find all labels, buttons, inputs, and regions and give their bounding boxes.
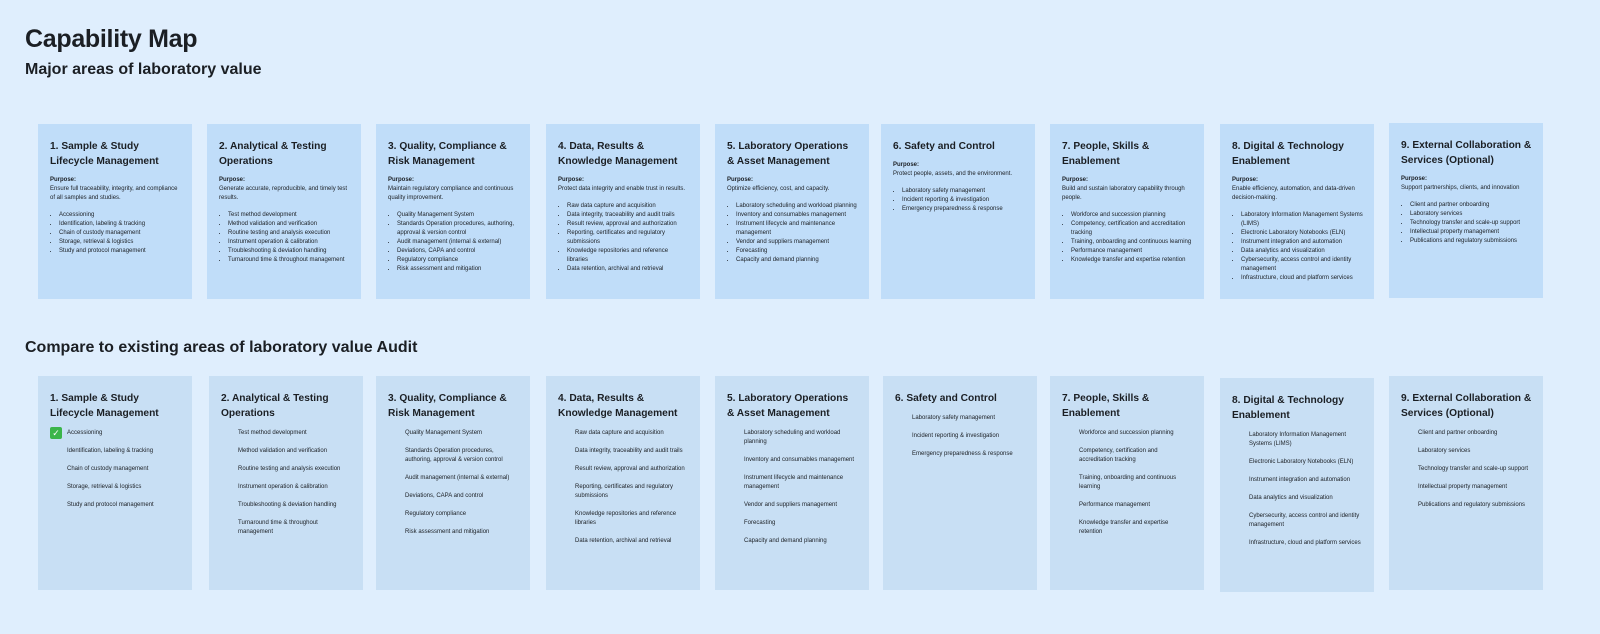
- audit-item-label: Cybersecurity, access control and identity management: [1249, 513, 1360, 528]
- list-item: • Performance management: [1071, 247, 1193, 256]
- audit-item: [558, 483, 689, 501]
- audit-list: [388, 429, 519, 537]
- card-title: 4. Data, Results & Knowledge Management: [558, 141, 678, 167]
- card-title: 9. External Collaboration & Services (Optional): [1401, 140, 1532, 166]
- capability-list: [219, 211, 350, 265]
- list-item: • Publications and regulatory submissions: [1410, 237, 1532, 246]
- audit-item-label: Test method development: [238, 430, 307, 436]
- audit-list: [895, 414, 1026, 459]
- card-title: 8. Digital & Technology Enablement: [1232, 141, 1344, 167]
- audit-item: [388, 492, 519, 501]
- audit-item: [50, 465, 181, 474]
- list-item: • Laboratory scheduling and workload planning: [736, 202, 858, 211]
- purpose-text: Ensure full traceability, integrity, and compliance of all samples and studies.: [50, 186, 178, 201]
- purpose-label: Purpose:: [893, 162, 920, 168]
- list-item: • Laboratory safety management: [902, 187, 1024, 196]
- purpose-text: Optimize efficiency, cost, and capacity.: [727, 186, 830, 192]
- list-item: • Risk assessment and mitigation: [397, 265, 519, 274]
- audit-item-label: Turnaround time & throughout management: [238, 520, 318, 535]
- capability-list: [1062, 211, 1193, 265]
- list-item: • Client and partner onboarding: [1410, 201, 1532, 210]
- audit-item-label: Troubleshooting & deviation handling: [238, 502, 337, 508]
- audit-item: [727, 474, 858, 492]
- audit-item-label: Data integrity, traceability and audit trails: [575, 448, 683, 454]
- list-item: • Forecasting: [736, 247, 858, 256]
- list-item: • Audit management (internal & external): [397, 238, 519, 247]
- audit-list: [1401, 429, 1532, 510]
- audit-item: [727, 456, 858, 465]
- capability-list: [1232, 211, 1363, 283]
- card-title: 5. Laboratory Operations & Asset Management: [727, 393, 849, 419]
- purpose-label: Purpose:: [219, 177, 246, 183]
- audit-item: [895, 414, 1026, 423]
- audit-item-label: Inventory and consumables management: [744, 457, 855, 463]
- audit-card: [376, 376, 530, 590]
- audit-item-label: Quality Management System: [405, 430, 483, 436]
- audit-card: [1389, 376, 1543, 590]
- audit-item: [727, 537, 858, 546]
- audit-item-label: Forecasting: [744, 520, 776, 526]
- list-item: • Laboratory Information Management Systems (LIMS): [1241, 211, 1363, 229]
- list-item: • Vendor and suppliers management: [736, 238, 858, 247]
- audit-item-label: Workforce and succession planning: [1079, 430, 1174, 436]
- audit-card: [546, 376, 700, 590]
- list-item: • Data integrity, traceability and audit trails: [567, 211, 689, 220]
- audit-list: [50, 429, 181, 510]
- audit-item: [558, 537, 689, 546]
- audit-item-label: Laboratory services: [1418, 448, 1471, 454]
- audit-item-label: Data retention, archival and retrieval: [575, 538, 672, 544]
- audit-card: [715, 376, 869, 590]
- audit-item: [50, 429, 181, 438]
- audit-item: [558, 447, 689, 456]
- purpose-text: Generate accurate, reproducible, and timely test results.: [219, 186, 348, 201]
- purpose-label: Purpose:: [50, 177, 77, 183]
- capability-card: [1220, 124, 1374, 299]
- capability-card: [715, 124, 869, 299]
- purpose-text: Enable efficiency, automation, and data-driven decision-making.: [1232, 186, 1355, 201]
- purpose-label: Purpose:: [1401, 176, 1428, 182]
- list-item: • Identification, labeling & tracking: [59, 220, 181, 229]
- list-item: • Training, onboarding and continuous learning: [1071, 238, 1193, 247]
- audit-item-label: Result review, approval and authorization: [575, 466, 685, 472]
- audit-item: [1062, 474, 1193, 492]
- audit-item: [1232, 494, 1363, 503]
- capability-card: [881, 124, 1035, 299]
- card-title: 3. Quality, Compliance & Risk Management: [388, 141, 507, 167]
- audit-item-label: Technology transfer and scale-up support: [1418, 466, 1529, 472]
- capability-card: [546, 124, 700, 299]
- list-item: • Infrastructure, cloud and platform services: [1241, 274, 1363, 283]
- audit-item: [558, 465, 689, 474]
- audit-item: [388, 510, 519, 519]
- page-subtitle: Major areas of laboratory value: [25, 61, 262, 78]
- card-title: 7. People, Skills & Enablement: [1062, 393, 1150, 419]
- audit-item-label: Emergency preparedness & response: [912, 451, 1013, 457]
- audit-list: [558, 429, 689, 546]
- list-item: • Deviations, CAPA and control: [397, 247, 519, 256]
- list-item: • Competency, certification and accreditation tracking: [1071, 220, 1193, 238]
- list-item: • Workforce and succession planning: [1071, 211, 1193, 220]
- purpose-label: Purpose:: [1232, 177, 1259, 183]
- list-item: • Inventory and consumables management: [736, 211, 858, 220]
- audit-list: [221, 429, 352, 537]
- list-item: • Routine testing and analysis execution: [228, 229, 350, 238]
- capability-card: [38, 124, 192, 299]
- list-item: • Raw data capture and acquisition: [567, 202, 689, 211]
- list-item: • Data analytics and visualization: [1241, 247, 1363, 256]
- card-title: 6. Safety and Control: [895, 393, 997, 404]
- audit-item-label: Accessioning: [67, 430, 103, 436]
- list-item: • Electronic Laboratory Notebooks (ELN): [1241, 229, 1363, 238]
- list-item: • Laboratory services: [1410, 210, 1532, 219]
- list-item: • Instrument lifecycle and maintenance management: [736, 220, 858, 238]
- audit-item: [50, 483, 181, 492]
- audit-list: [727, 429, 858, 546]
- audit-item: [1062, 447, 1193, 465]
- audit-item: [1401, 483, 1532, 492]
- audit-item: [1232, 458, 1363, 467]
- audit-item-label: Storage, retrieval & logistics: [67, 484, 142, 490]
- audit-card: [1220, 378, 1374, 592]
- audit-item: [1401, 429, 1532, 438]
- audit-item: [1401, 501, 1532, 510]
- list-item: • Reporting, certificates and regulatory submissions: [567, 229, 689, 247]
- capability-list: [388, 211, 519, 274]
- list-item: • Instrument operation & calibration: [228, 238, 350, 247]
- list-item: • Technology transfer and scale-up support: [1410, 219, 1532, 228]
- audit-item-label: Client and partner onboarding: [1418, 430, 1498, 436]
- capability-list: [558, 202, 689, 274]
- audit-item-label: Performance management: [1079, 502, 1151, 508]
- audit-item: [1401, 447, 1532, 456]
- list-item: • Regulatory compliance: [397, 256, 519, 265]
- audit-item: [221, 447, 352, 456]
- audit-item-label: Standards Operation procedures, authoring, approval & version control: [405, 448, 503, 463]
- list-item: • Quality Management System: [397, 211, 519, 220]
- audit-item-label: Instrument operation & calibration: [238, 484, 328, 490]
- audit-item-label: Knowledge repositories and reference libraries: [575, 511, 677, 526]
- audit-item-label: Risk assessment and mitigation: [405, 529, 490, 535]
- card-title: 1. Sample & Study Lifecycle Management: [50, 393, 159, 419]
- audit-item-label: Instrument integration and automation: [1249, 477, 1351, 483]
- audit-item-label: Identification, labeling & tracking: [67, 448, 154, 454]
- list-item: • Accessioning: [59, 211, 181, 220]
- card-title: 7. People, Skills & Enablement: [1062, 141, 1150, 167]
- list-item: • Instrument integration and automation: [1241, 238, 1363, 247]
- list-item: • Incident reporting & investigation: [902, 196, 1024, 205]
- audit-list: [1062, 429, 1193, 537]
- audit-item-label: Knowledge transfer and expertise retention: [1079, 520, 1169, 535]
- purpose-label: Purpose:: [558, 177, 585, 183]
- audit-item-label: Raw data capture and acquisition: [575, 430, 664, 436]
- purpose-label: Purpose:: [727, 177, 754, 183]
- card-title: 9. External Collaboration & Services (Optional): [1401, 393, 1532, 419]
- audit-item: [388, 528, 519, 537]
- audit-card: [209, 376, 363, 590]
- audit-card: [1050, 376, 1204, 590]
- audit-item: [221, 501, 352, 510]
- purpose-text: Build and sustain laboratory capability through people.: [1062, 186, 1185, 201]
- audit-item: [221, 465, 352, 474]
- purpose-label: Purpose:: [1062, 177, 1089, 183]
- audit-item-label: Laboratory scheduling and workload planning: [744, 430, 841, 445]
- list-item: • Capacity and demand planning: [736, 256, 858, 265]
- audit-item: [221, 483, 352, 492]
- audit-item-label: Chain of custody management: [67, 466, 149, 472]
- audit-item-label: Publications and regulatory submissions: [1418, 502, 1526, 508]
- audit-item: [895, 432, 1026, 441]
- audit-item: [50, 501, 181, 510]
- audit-item-label: Data analytics and visualization: [1249, 495, 1333, 501]
- audit-item: [221, 429, 352, 438]
- list-item: • Method validation and verification: [228, 220, 350, 229]
- audit-item-label: Laboratory safety management: [912, 415, 996, 421]
- list-item: • Data retention, archival and retrieval: [567, 265, 689, 274]
- card-title: 3. Quality, Compliance & Risk Management: [388, 393, 507, 419]
- card-title: 2. Analytical & Testing Operations: [221, 393, 329, 419]
- audit-item-label: Infrastructure, cloud and platform services: [1249, 540, 1361, 546]
- card-title: 8. Digital & Technology Enablement: [1232, 395, 1344, 421]
- audit-item-label: Capacity and demand planning: [744, 538, 827, 544]
- audit-item: [388, 474, 519, 483]
- audit-item-label: Training, onboarding and continuous learning: [1079, 475, 1177, 490]
- card-title: 2. Analytical & Testing Operations: [219, 141, 327, 167]
- audit-item-label: Routine testing and analysis execution: [238, 466, 341, 472]
- capability-list: [893, 187, 1024, 214]
- list-item: • Turnaround time & throughout management: [228, 256, 350, 265]
- audit-item-label: Instrument lifecycle and maintenance management: [744, 475, 844, 490]
- list-item: • Standards Operation procedures, authoring, approval & version control: [397, 220, 519, 238]
- audit-item-label: Electronic Laboratory Notebooks (ELN): [1249, 459, 1354, 465]
- audit-item-label: Intellectual property management: [1418, 484, 1508, 490]
- list-item: • Study and protocol management: [59, 247, 181, 256]
- audit-item: [558, 429, 689, 438]
- list-item: • Knowledge transfer and expertise retention: [1071, 256, 1193, 265]
- capability-card: [1389, 123, 1543, 298]
- capability-list: [727, 202, 858, 265]
- audit-item-label: Incident reporting & investigation: [912, 433, 1000, 439]
- audit-item: [558, 510, 689, 528]
- audit-item-label: Reporting, certificates and regulatory submissions: [575, 484, 674, 499]
- audit-item: [1232, 476, 1363, 485]
- list-item: • Result review, approval and authorization: [567, 220, 689, 229]
- audit-item-label: Study and protocol management: [67, 502, 154, 508]
- audit-item-label: Vendor and suppliers management: [744, 502, 838, 508]
- audit-item: [1232, 539, 1363, 548]
- audit-card: [38, 376, 192, 590]
- list-item: • Storage, retrieval & logistics: [59, 238, 181, 247]
- audit-item: [1062, 519, 1193, 537]
- capability-card: [376, 124, 530, 299]
- capability-list: [1401, 201, 1532, 246]
- card-title: 6. Safety and Control: [893, 141, 995, 152]
- list-item: • Cybersecurity, access control and identity management: [1241, 256, 1363, 274]
- capability-card: [1050, 124, 1204, 299]
- audit-item: [1232, 512, 1363, 530]
- audit-item-label: Audit management (internal & external): [405, 475, 510, 481]
- audit-item: [1401, 465, 1532, 474]
- audit-item-label: Deviations, CAPA and control: [405, 493, 484, 499]
- audit-item-label: Competency, certification and accreditation tracking: [1079, 448, 1158, 463]
- audit-item: [1062, 429, 1193, 438]
- list-item: • Emergency preparedness & response: [902, 205, 1024, 214]
- purpose-text: Protect data integrity and enable trust in results.: [558, 186, 686, 192]
- audit-item: [727, 519, 858, 528]
- audit-item: [50, 447, 181, 456]
- card-title: 1. Sample & Study Lifecycle Management: [50, 141, 159, 167]
- purpose-text: Support partnerships, clients, and innovation: [1401, 185, 1520, 191]
- audit-item: [895, 450, 1026, 459]
- list-item: • Test method development: [228, 211, 350, 220]
- audit-item-label: Regulatory compliance: [405, 511, 467, 517]
- audit-item: [1232, 431, 1363, 449]
- audit-item: [221, 519, 352, 537]
- list-item: • Troubleshooting & deviation handling: [228, 247, 350, 256]
- purpose-label: Purpose:: [388, 177, 415, 183]
- audit-item: [727, 501, 858, 510]
- audit-item-label: Method validation and verification: [238, 448, 328, 454]
- audit-list: [1232, 431, 1363, 548]
- card-title: 4. Data, Results & Knowledge Management: [558, 393, 678, 419]
- audit-item-label: Laboratory Information Management Systems (LIMS): [1249, 432, 1347, 447]
- list-item: • Chain of custody management: [59, 229, 181, 238]
- page-title: Capability Map: [25, 25, 198, 53]
- audit-card: [883, 376, 1037, 590]
- purpose-text: Maintain regulatory compliance and continuous quality improvement.: [388, 186, 514, 201]
- audit-item: [388, 447, 519, 465]
- audit-item: [388, 429, 519, 438]
- check-mark-icon: ✓: [50, 427, 62, 439]
- audit-item: [1062, 501, 1193, 510]
- audit-section-title: Compare to existing areas of laboratory value Audit: [25, 339, 418, 356]
- audit-item: [727, 429, 858, 447]
- purpose-text: Protect people, assets, and the environment.: [893, 171, 1013, 177]
- list-item: • Knowledge repositories and reference libraries: [567, 247, 689, 265]
- list-item: • Intellectual property management: [1410, 228, 1532, 237]
- capability-card: [207, 124, 361, 299]
- card-title: 5. Laboratory Operations & Asset Management: [727, 141, 849, 167]
- capability-list: [50, 211, 181, 256]
